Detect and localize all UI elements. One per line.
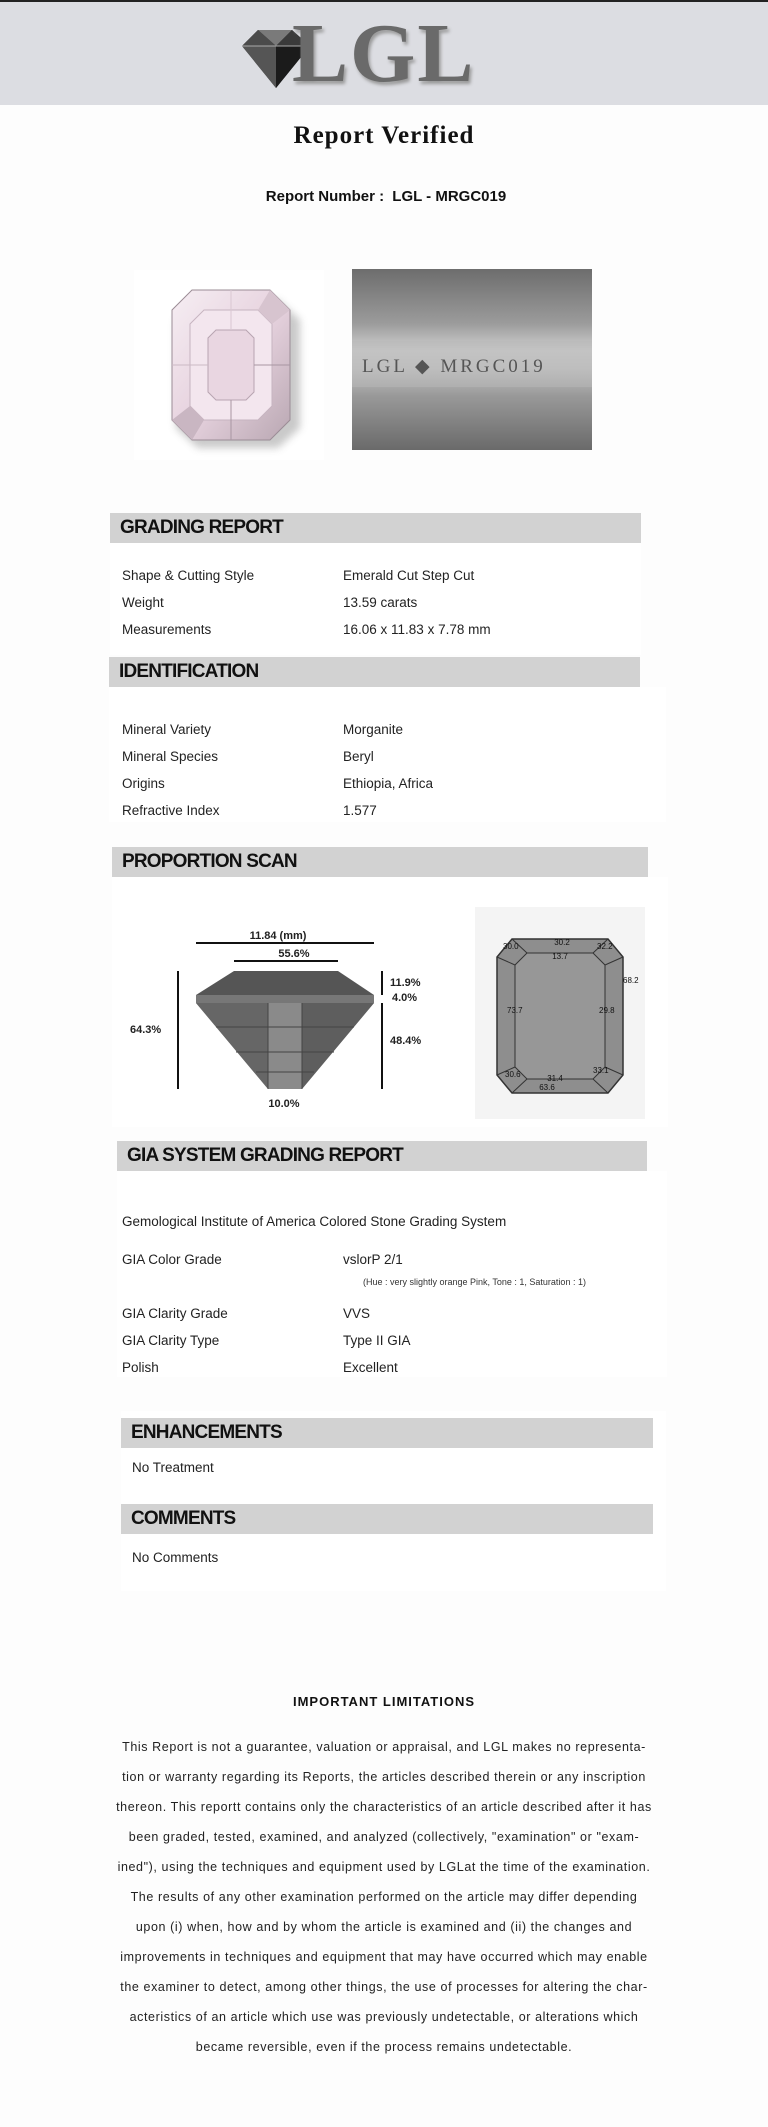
comments-header <box>121 1504 653 1534</box>
grading-report-panel <box>110 543 641 655</box>
limitations-line: been graded, tested, examined, and analyzed (collectively, "examination" or "exam- <box>128 1830 640 1844</box>
limitations-line: tion or warranty regarding its Reports, the articles described therein or any inscription <box>122 1770 646 1784</box>
limitations-body <box>115 1732 653 2062</box>
gia-color-note: (Hue : very slightly orange Pink, Tone : 1, Saturation : 1) <box>363 1277 586 1287</box>
row-label: GIA Clarity Grade <box>122 1306 228 1321</box>
gemstone-photo <box>134 270 324 460</box>
culet-label: 10.0% <box>268 1098 300 1110</box>
limitations-line: became reversible, even if the process remains undetectable. <box>195 2040 573 2054</box>
limitations-line: thereon. This reportt contains only the characteristics of an article described after it has <box>116 1800 652 1814</box>
limitations-line: ined"), using the techniques and equipment used by LGLat the time of the examination. <box>117 1860 651 1874</box>
inscription-text: LGL ◆ MRGC019 <box>362 356 546 377</box>
top-measure-3: 32.2 <box>597 942 613 951</box>
row-value: Beryl <box>343 749 374 764</box>
row-label: Origins <box>122 776 165 791</box>
top-measure-7: 29.8 <box>599 1006 615 1015</box>
inscription-image <box>352 269 592 450</box>
top-measure-2: 30.0 <box>503 942 519 951</box>
emerald-cut-gem-image <box>134 270 324 460</box>
comments-heading: COMMENTS <box>131 1508 236 1529</box>
row-value: 13.59 carats <box>343 595 418 610</box>
limitations-line: acteristics of an article which use was previously undetectable, or alterations which <box>129 2010 639 2024</box>
top-measure-4: 13.7 <box>552 952 568 961</box>
girdle-label: 4.0% <box>392 992 418 1004</box>
proportion-scan-heading: PROPORTION SCAN <box>122 851 297 872</box>
report-number-label: Report Number : <box>265 188 385 205</box>
enhancements-text: No Treatment <box>132 1460 214 1475</box>
row-label: GIA Color Grade <box>122 1252 222 1267</box>
report-number <box>0 188 768 205</box>
top-measure-9: 31.4 <box>547 1074 563 1083</box>
limitations-heading: IMPORTANT LIMITATIONS <box>292 1694 476 1709</box>
pavilion-depth-label: 48.4% <box>390 1035 422 1047</box>
gia-subtitle: Gemological Institute of America Colored Stone Grading System <box>122 1214 507 1229</box>
grading-report-heading: GRADING REPORT <box>120 517 283 538</box>
girdle-inscription-photo <box>352 269 592 450</box>
row-label: Shape & Cutting Style <box>122 568 255 583</box>
row-label: Mineral Species <box>122 749 219 764</box>
row-value: Excellent <box>343 1360 398 1375</box>
row-value: 16.06 x 11.83 x 7.78 mm <box>343 622 491 637</box>
top-measure-6: 73.7 <box>507 1006 523 1015</box>
top-measure-1: 30.2 <box>554 938 570 947</box>
header-banner <box>0 2 768 105</box>
row-label: Polish <box>122 1360 159 1375</box>
row-value: VVS <box>343 1306 371 1321</box>
limitations-line: the examiner to detect, among other things, the use of processes for altering the char- <box>120 1980 648 1994</box>
top-measure-11: 63.6 <box>539 1083 555 1092</box>
identification-header <box>109 657 640 687</box>
row-value: vslorP 2/1 <box>343 1252 403 1267</box>
row-label: GIA Clarity Type <box>122 1333 220 1348</box>
top-measure-5: 68.2 <box>623 976 639 985</box>
row-value: 1.577 <box>343 803 377 818</box>
gia-heading: GIA SYSTEM GRADING REPORT <box>127 1145 403 1166</box>
page-title: Report Verified <box>293 122 475 149</box>
row-label: Weight <box>122 595 164 610</box>
proportion-top-view <box>475 907 645 1119</box>
limitations-line: upon (i) when, how and by whom the article is examined and (ii) the changes and <box>135 1920 633 1934</box>
top-measure-8: 30.6 <box>505 1070 521 1079</box>
limitations-line: The results of any other examination performed on the article may differ depending <box>130 1890 638 1904</box>
enhancements-heading: ENHANCEMENTS <box>131 1422 282 1443</box>
identification-panel <box>109 687 666 822</box>
lgl-logo[interactable] <box>232 7 492 100</box>
row-label: Mineral Variety <box>122 722 212 737</box>
row-value: Ethiopia, Africa <box>343 776 434 791</box>
identification-heading: IDENTIFICATION <box>119 661 259 682</box>
proportion-scan-header <box>112 847 648 877</box>
enhancements-header <box>121 1418 653 1448</box>
report-number-value: LGL - MRGC019 <box>392 188 507 205</box>
crown-height-label: 11.9% <box>390 977 421 989</box>
grading-report-header <box>110 513 641 543</box>
row-value: Morganite <box>343 722 404 737</box>
top-measure-10: 33.1 <box>593 1066 609 1075</box>
limitations-line: improvements in techniques and equipment that may have occurred which may enable <box>120 1950 648 1964</box>
proportion-side-profile <box>116 907 448 1117</box>
row-value: Emerald Cut Step Cut <box>343 568 475 583</box>
comments-text: No Comments <box>132 1550 219 1565</box>
gia-header <box>117 1141 647 1171</box>
row-value: Type II GIA <box>343 1333 411 1348</box>
table-percent-label: 55.6% <box>278 948 310 960</box>
total-depth-label: 64.3% <box>130 1024 162 1036</box>
row-label: Measurements <box>122 622 212 637</box>
limitations-line: This Report is not a guarantee, valuation or appraisal, and LGL makes no representa- <box>122 1740 646 1754</box>
logo-text: LGL <box>292 7 476 100</box>
width-label: 11.84 (mm) <box>249 930 307 942</box>
row-label: Refractive Index <box>122 803 220 818</box>
